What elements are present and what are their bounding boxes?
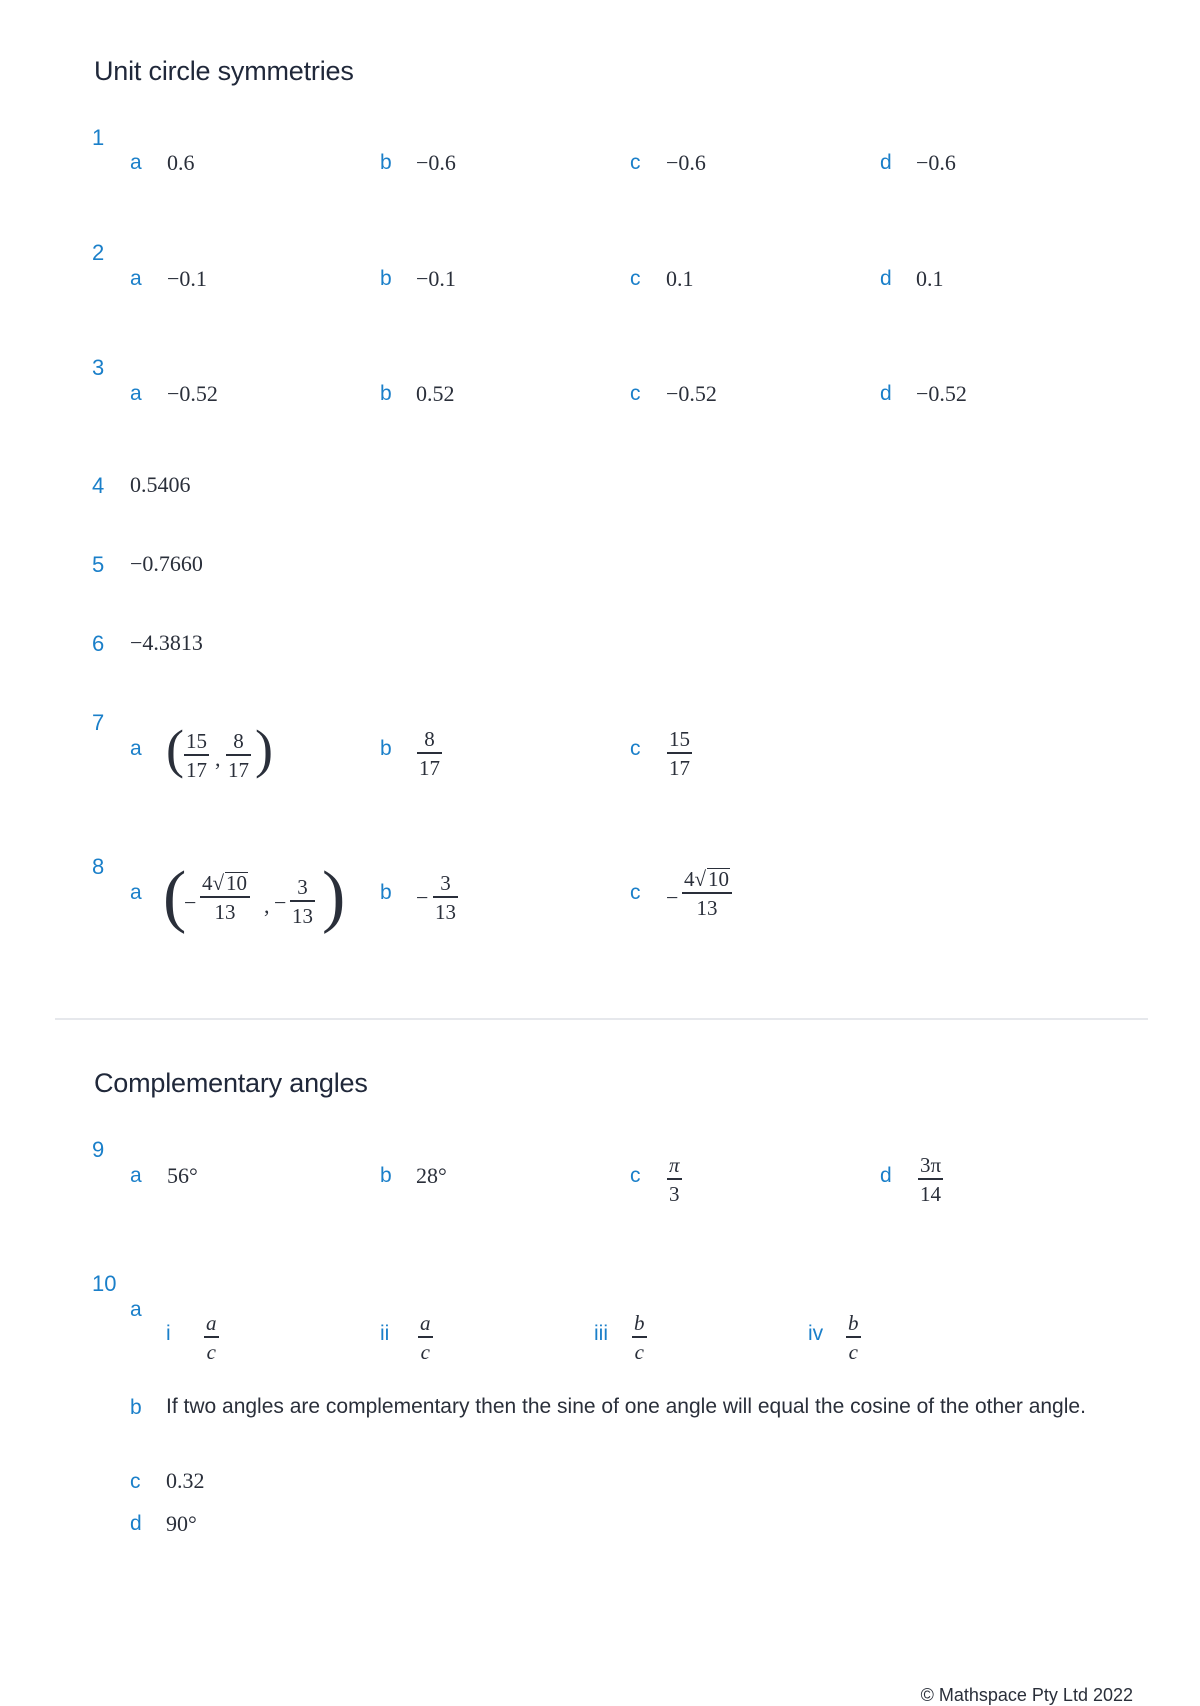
question-number: 10 bbox=[92, 1271, 117, 1296]
subpart-label: ii bbox=[380, 1322, 390, 1345]
part-label: c bbox=[630, 151, 641, 174]
answer-value: −0.7660 bbox=[130, 551, 203, 576]
fraction-bar bbox=[667, 1178, 682, 1180]
right-parenthesis: ) bbox=[322, 858, 346, 935]
subpart-label: i bbox=[166, 1322, 171, 1345]
numerator: 15 bbox=[186, 729, 207, 753]
part-label: a bbox=[130, 881, 142, 904]
part-label: d bbox=[880, 382, 892, 405]
answer-value: 0.52 bbox=[416, 381, 455, 406]
comma: , bbox=[264, 893, 270, 918]
fraction bbox=[184, 730, 209, 781]
radical-sign: √ bbox=[694, 867, 707, 891]
part-label: a bbox=[130, 382, 142, 405]
fraction bbox=[200, 872, 250, 923]
denominator: c bbox=[420, 1339, 430, 1364]
part-label: b bbox=[380, 151, 392, 174]
minus-sign: − bbox=[274, 890, 287, 915]
fraction-bar bbox=[200, 896, 250, 898]
answer-value: −0.1 bbox=[416, 266, 456, 291]
fraction bbox=[226, 730, 251, 781]
comma: , bbox=[215, 746, 221, 771]
fraction-bar bbox=[682, 892, 732, 894]
radicand: 10 bbox=[708, 867, 730, 891]
answer-value: 0.32 bbox=[166, 1468, 205, 1493]
denominator: 17 bbox=[186, 757, 207, 782]
left-parenthesis: ( bbox=[166, 719, 184, 779]
part-label: c bbox=[630, 267, 641, 290]
answer-value: 0.1 bbox=[916, 266, 944, 291]
question-number: 1 bbox=[92, 125, 105, 150]
radicand: 10 bbox=[226, 871, 248, 895]
fraction bbox=[290, 876, 315, 927]
denominator: c bbox=[634, 1339, 644, 1364]
question-number: 4 bbox=[92, 473, 105, 498]
denominator: 3 bbox=[669, 1181, 680, 1206]
question-number: 8 bbox=[92, 854, 105, 879]
fraction bbox=[846, 1312, 861, 1363]
answer-value: −0.6 bbox=[916, 150, 956, 175]
fraction bbox=[204, 1312, 219, 1363]
part-label: c bbox=[630, 1164, 641, 1187]
part-label: b bbox=[380, 881, 392, 904]
fraction bbox=[918, 1154, 943, 1205]
fraction-bar bbox=[417, 752, 442, 754]
part-label: a bbox=[130, 1298, 142, 1321]
denominator: 17 bbox=[419, 755, 440, 780]
question-number: 3 bbox=[92, 355, 105, 380]
part-label: c bbox=[630, 881, 641, 904]
answer-value: −0.6 bbox=[416, 150, 456, 175]
numerator: 15 bbox=[669, 727, 690, 751]
denominator: c bbox=[206, 1339, 216, 1364]
fraction-bar bbox=[204, 1336, 219, 1338]
answer-value: 90° bbox=[166, 1511, 197, 1536]
numerator: a bbox=[420, 1311, 431, 1335]
numerator: b bbox=[848, 1311, 859, 1335]
numerator: 3 bbox=[297, 875, 308, 899]
minus-sign: − bbox=[416, 885, 429, 910]
numerator: 3 bbox=[440, 871, 451, 895]
fraction-bar bbox=[632, 1336, 647, 1338]
part-label: b bbox=[380, 1164, 392, 1187]
left-parenthesis: ( bbox=[163, 858, 187, 935]
fraction-bar bbox=[667, 752, 692, 754]
numerator bbox=[200, 872, 250, 894]
answer-value: −4.3813 bbox=[130, 630, 203, 655]
part-label: b bbox=[380, 382, 392, 405]
part-label: a bbox=[130, 151, 142, 174]
fraction bbox=[433, 872, 458, 923]
denominator: 13 bbox=[435, 899, 456, 924]
question-number: 5 bbox=[92, 552, 105, 577]
part-label: b bbox=[380, 267, 392, 290]
fraction bbox=[682, 868, 732, 919]
minus-sign: − bbox=[184, 890, 197, 915]
subpart-label: iv bbox=[808, 1322, 824, 1345]
subpart-label: iii bbox=[594, 1322, 608, 1345]
part-label: d bbox=[880, 267, 892, 290]
fraction-bar bbox=[846, 1336, 861, 1338]
coefficient: 4 bbox=[684, 867, 695, 891]
part-label: d bbox=[880, 1164, 892, 1187]
answer-value: −0.6 bbox=[666, 150, 706, 175]
part-label: a bbox=[130, 737, 142, 760]
question-number: 2 bbox=[92, 240, 105, 265]
question-number: 9 bbox=[92, 1137, 105, 1162]
question-number: 7 bbox=[92, 710, 105, 735]
question-number: 6 bbox=[92, 631, 105, 656]
part-label: c bbox=[130, 1470, 141, 1493]
right-parenthesis: ) bbox=[255, 719, 273, 779]
part-label: c bbox=[630, 737, 641, 760]
part-label: d bbox=[130, 1512, 142, 1535]
part-label: b bbox=[380, 737, 392, 760]
numerator: 8 bbox=[233, 729, 244, 753]
answer-text: If two angles are complementary then the sine of one angle will equal the cosine of the other angle. bbox=[166, 1395, 1086, 1418]
fraction-bar bbox=[184, 754, 209, 756]
fraction bbox=[632, 1312, 647, 1363]
minus-sign: − bbox=[666, 885, 679, 910]
numerator bbox=[682, 868, 732, 890]
denominator: 13 bbox=[292, 903, 313, 928]
denominator: 17 bbox=[669, 755, 690, 780]
denominator: 14 bbox=[920, 1181, 942, 1206]
fraction-bar bbox=[418, 1336, 433, 1338]
denominator: 13 bbox=[696, 895, 718, 920]
section-divider bbox=[55, 1018, 1148, 1020]
part-label: b bbox=[130, 1396, 142, 1419]
coefficient: 4 bbox=[202, 871, 213, 895]
section-title-unit-circle: Unit circle symmetries bbox=[94, 56, 354, 86]
answer-value: 0.5406 bbox=[130, 472, 191, 497]
denominator: 13 bbox=[214, 899, 236, 924]
copyright-footer: © Mathspace Pty Ltd 2022 bbox=[920, 1685, 1133, 1705]
denominator: 17 bbox=[228, 757, 249, 782]
numerator: a bbox=[206, 1311, 217, 1335]
numerator: b bbox=[634, 1311, 645, 1335]
answer-value: −0.1 bbox=[167, 266, 207, 291]
answer-value: 56° bbox=[167, 1163, 198, 1188]
answer-value: −0.52 bbox=[167, 381, 218, 406]
part-label: a bbox=[130, 267, 142, 290]
part-label: d bbox=[880, 151, 892, 174]
fraction bbox=[667, 1154, 682, 1205]
section-title-complementary: Complementary angles bbox=[94, 1068, 368, 1098]
fraction-bar bbox=[918, 1178, 943, 1180]
part-label: c bbox=[630, 382, 641, 405]
fraction bbox=[417, 728, 442, 779]
answer-value: 28° bbox=[416, 1163, 447, 1188]
fraction-bar bbox=[290, 900, 315, 902]
part-label: a bbox=[130, 1164, 142, 1187]
numerator: 8 bbox=[424, 727, 435, 751]
fraction bbox=[418, 1312, 433, 1363]
fraction-bar bbox=[226, 754, 251, 756]
answer-value: −0.52 bbox=[916, 381, 967, 406]
radical-sign: √ bbox=[212, 871, 225, 895]
answer-value: 0.1 bbox=[666, 266, 694, 291]
denominator: c bbox=[848, 1339, 858, 1364]
answer-value: −0.52 bbox=[666, 381, 717, 406]
numerator: π bbox=[669, 1153, 680, 1177]
fraction-bar bbox=[433, 896, 458, 898]
answer-value: 0.6 bbox=[167, 150, 195, 175]
numerator: 3π bbox=[920, 1153, 942, 1177]
fraction bbox=[667, 728, 692, 779]
